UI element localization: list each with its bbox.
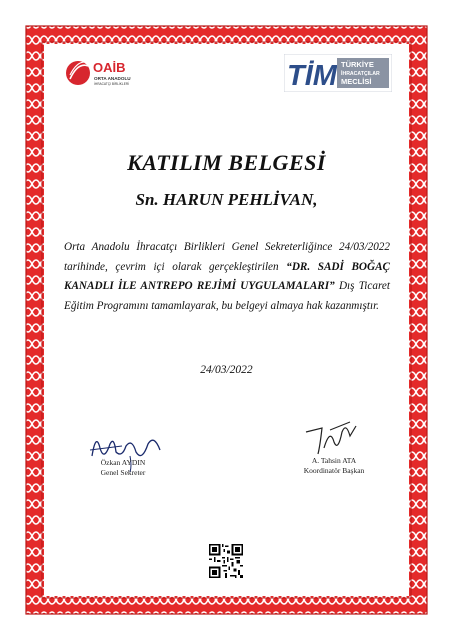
program-name: “DR. SADİ BOĞAÇ KANADLI İLE ANTREPO REJİMİ UYGULAMALARI” xyxy=(64,260,391,292)
tim-logo xyxy=(284,54,392,92)
svg-text:İHRACATÇI BİRLİKLERİ: İHRACATÇI BİRLİKLERİ xyxy=(94,82,130,86)
signatory-2-name: A. Tahsin ATA xyxy=(311,456,357,465)
certificate-title: KATILIM BELGESİ xyxy=(127,150,326,175)
tim-logo-text: TİM xyxy=(287,60,337,92)
body-text-intro: Orta Anadolu İhracatçı Birlikleri Genel Sekreterliğince 24/03/2022 tarihinde, çevrim içi olarak gerçekleştirilen xyxy=(64,241,390,273)
oaib-logo xyxy=(64,52,144,94)
certificate-body-text xyxy=(64,238,390,316)
svg-text:İHRACATÇILAR: İHRACATÇILAR xyxy=(341,71,380,77)
svg-text:ORTA ANADOLU: ORTA ANADOLU xyxy=(94,76,131,81)
signatory-1 xyxy=(78,458,168,478)
svg-text:MECLİSİ: MECLİSİ xyxy=(341,77,372,86)
certificate-body-area xyxy=(44,44,409,596)
svg-text:TÜRKİYE: TÜRKİYE xyxy=(341,60,374,69)
certificate-date: 24/03/2022 xyxy=(200,364,253,376)
signatory-1-name: Özkan AYDIN xyxy=(100,458,146,467)
signatory-2 xyxy=(288,456,380,476)
recipient-name: Sn. HARUN PEHLİVAN, xyxy=(135,190,318,209)
body-text-outro: Dış Ticaret Eğitim Programını tamamlayarak, bu belgeyi almaya hak kazanmıştır. xyxy=(64,280,390,312)
signature-2-image xyxy=(300,418,360,458)
qr-code-icon xyxy=(209,544,243,578)
signatory-1-title: Genel Sekreter xyxy=(100,468,146,477)
signatory-2-title: Koordinatör Başkan xyxy=(303,466,365,475)
oaib-logo-text: OAİB xyxy=(93,60,126,75)
